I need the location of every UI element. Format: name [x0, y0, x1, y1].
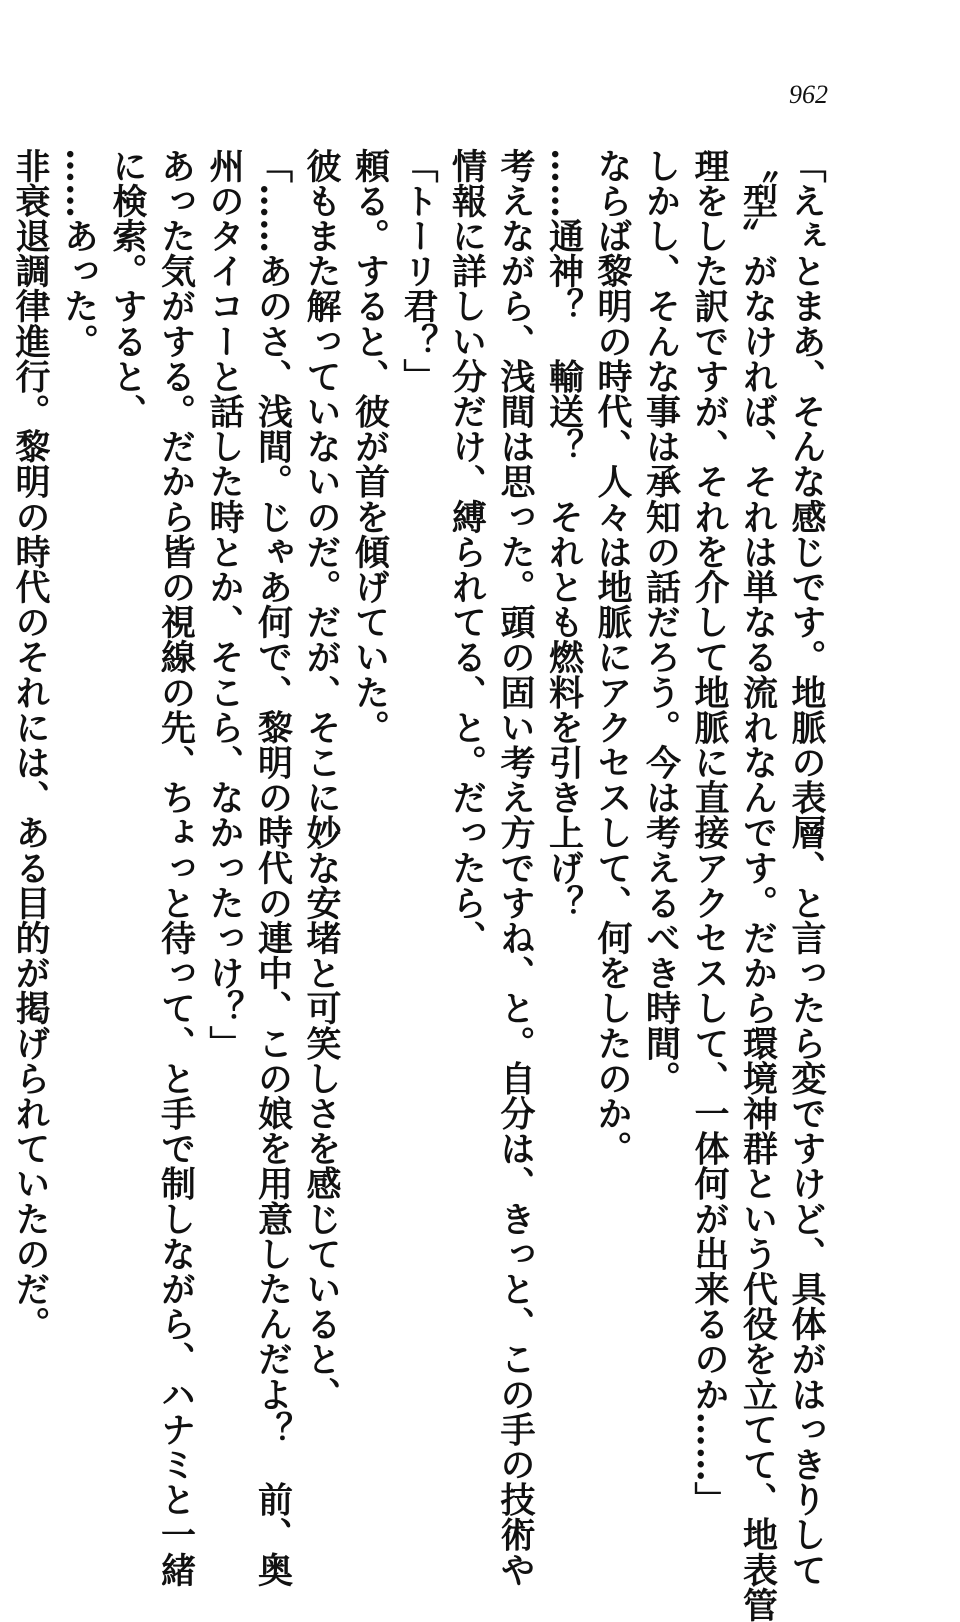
text-line: 州のタイコーと話した時とか、そこら、なかったっけ？」: [204, 148, 245, 1061]
text-line: 「……あのさ、浅間。じゃあ何で、黎明の時代の連中、この娘を用意したんだよ？ 前、奥: [252, 148, 294, 1588]
text-line: ……通神？ 輸送？ それとも燃料を引き上げ？: [543, 148, 585, 921]
text-line: あった気がする。だから皆の視線の先、ちょっと待って、と手で制しながら、ハナミと一緒: [155, 148, 197, 1588]
text-line: 〝型〟がなければ、それは単なる流れなんです。だから環境神群という代役を立てて、地表管: [737, 148, 779, 1622]
text-line: しかし、そんな事は承知の話だろう。今は考えるべき時間。: [640, 148, 682, 1096]
text-line: 彼もまた解っていないのだ。だが、そこに妙な安堵と可笑しさを感じていると、: [301, 148, 342, 1412]
text-line: 非衰退調律進行。黎明の時代のそれには、ある目的が掲げられていたのだ。: [10, 148, 51, 1342]
text-line: 「トーリ君？」: [398, 148, 439, 394]
text-line: ……あった。: [58, 148, 100, 359]
body-text: [6, 148, 831, 1622]
text-line: 理をした訳ですが、それを介して地脈に直接アクセスして、一体何が出来るのか……」: [689, 148, 730, 1517]
text-line: 情報に詳しい分だけ、縛られてる、と。だったら、: [446, 148, 488, 956]
text-line: 頼る。すると、彼が首を傾げていた。: [349, 148, 391, 745]
text-line: に検索。すると、: [107, 148, 148, 429]
text-line: 考えながら、浅間は思った。頭の固い考え方ですね、と。自分は、きっと、この手の技術や: [495, 148, 536, 1588]
page-number: 962: [789, 80, 828, 109]
text-line: ならば黎明の時代、人々は地脈にアクセスして、何をしたのか。: [592, 148, 633, 1166]
text-line: 「えぇとまあ、そんな感じです。地脈の表層、と言ったら変ですけど、具体がはっきりして: [786, 148, 827, 1588]
